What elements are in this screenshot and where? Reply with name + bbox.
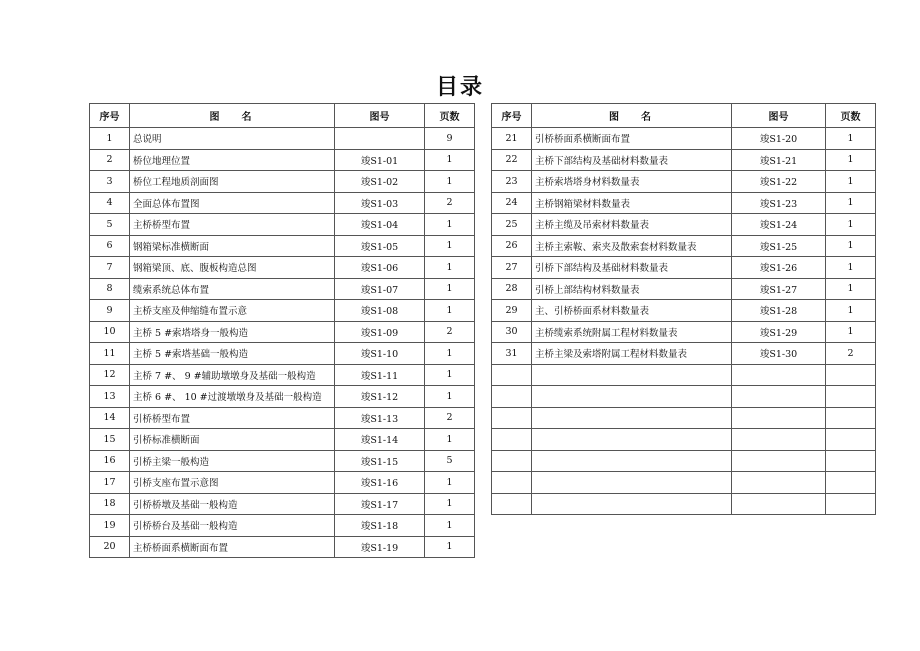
row-drawing-number: 竣S1-05 (335, 235, 425, 257)
table-row (90, 257, 475, 279)
row-drawing-number (732, 407, 826, 429)
row-drawing-number: 竣S1-12 (335, 386, 425, 408)
table-row (492, 235, 876, 257)
table-row (90, 278, 475, 300)
row-drawing-name: 引桥桥面系横断面布置 (532, 128, 732, 150)
row-page-count (826, 364, 876, 386)
row-drawing-name: 主、引桥桥面系材料数量表 (532, 300, 732, 322)
row-drawing-number (732, 450, 826, 472)
row-drawing-name: 主桥桥面系横断面布置 (130, 536, 335, 558)
row-drawing-number: 竣S1-08 (335, 300, 425, 322)
row-drawing-number: 竣S1-24 (732, 214, 826, 236)
row-page-count (826, 450, 876, 472)
row-number: 23 (492, 171, 532, 193)
table-row (492, 278, 876, 300)
table-row (90, 472, 475, 494)
row-drawing-number: 竣S1-14 (335, 429, 425, 451)
row-drawing-number: 竣S1-09 (335, 321, 425, 343)
row-drawing-name: 主桥 6 #、 10 #过渡墩墩身及基础一般构造 (130, 386, 335, 408)
header-drawing: 图号 (335, 104, 425, 128)
table-row (90, 235, 475, 257)
table-row (90, 128, 475, 150)
row-number: 29 (492, 300, 532, 322)
row-page-count (826, 493, 876, 515)
table-row (492, 214, 876, 236)
row-drawing-number: 竣S1-30 (732, 343, 826, 365)
row-drawing-number (732, 472, 826, 494)
row-page-count: 1 (425, 386, 475, 408)
row-drawing-name: 引桥下部结构及基础材料数量表 (532, 257, 732, 279)
row-page-count: 1 (826, 321, 876, 343)
row-number: 4 (90, 192, 130, 214)
row-drawing-number: 竣S1-01 (335, 149, 425, 171)
row-page-count: 1 (425, 214, 475, 236)
row-drawing-name: 主桥下部结构及基础材料数量表 (532, 149, 732, 171)
table-row (492, 343, 876, 365)
row-page-count (826, 472, 876, 494)
row-drawing-number (732, 364, 826, 386)
header-row (492, 104, 876, 128)
row-drawing-name: 主桥支座及伸缩缝布置示意 (130, 300, 335, 322)
row-page-count: 1 (425, 515, 475, 537)
row-drawing-name: 主桥主索鞍、索夹及散索套材料数量表 (532, 235, 732, 257)
row-drawing-number: 竣S1-02 (335, 171, 425, 193)
row-page-count: 1 (425, 235, 475, 257)
row-page-count: 1 (826, 171, 876, 193)
row-page-count: 1 (826, 214, 876, 236)
header-no: 序号 (90, 104, 130, 128)
table-row (492, 429, 876, 451)
row-number (492, 429, 532, 451)
row-drawing-name (532, 364, 732, 386)
row-page-count: 1 (826, 235, 876, 257)
table-row (492, 407, 876, 429)
header-name: 图名 (130, 104, 335, 128)
row-number (492, 386, 532, 408)
row-drawing-name: 引桥桥台及基础一般构造 (130, 515, 335, 537)
row-number: 9 (90, 300, 130, 322)
row-page-count: 2 (425, 192, 475, 214)
row-drawing-name: 主桥主缆及吊索材料数量表 (532, 214, 732, 236)
row-page-count: 1 (425, 536, 475, 558)
row-drawing-number: 竣S1-03 (335, 192, 425, 214)
row-page-count: 5 (425, 450, 475, 472)
table-row (90, 321, 475, 343)
row-number: 24 (492, 192, 532, 214)
row-drawing-name: 引桥支座布置示意图 (130, 472, 335, 494)
row-page-count: 1 (425, 257, 475, 279)
row-drawing-name (532, 386, 732, 408)
row-page-count: 1 (425, 278, 475, 300)
table-row (90, 343, 475, 365)
row-page-count (826, 429, 876, 451)
row-drawing-name (532, 407, 732, 429)
row-page-count: 2 (425, 321, 475, 343)
row-drawing-name: 引桥主梁一般构造 (130, 450, 335, 472)
row-drawing-name: 主桥 5 #索塔基础一般构造 (130, 343, 335, 365)
row-page-count: 1 (425, 364, 475, 386)
row-number: 3 (90, 171, 130, 193)
row-page-count: 1 (826, 149, 876, 171)
row-drawing-number: 竣S1-29 (732, 321, 826, 343)
row-drawing-name (532, 472, 732, 494)
row-number: 21 (492, 128, 532, 150)
table-row (492, 128, 876, 150)
row-page-count: 1 (425, 493, 475, 515)
table-row (492, 257, 876, 279)
row-number: 17 (90, 472, 130, 494)
row-drawing-number: 竣S1-20 (732, 128, 826, 150)
row-drawing-number: 竣S1-07 (335, 278, 425, 300)
row-page-count: 1 (826, 128, 876, 150)
row-number (492, 450, 532, 472)
row-drawing-name: 主桥主梁及索塔附属工程材料数量表 (532, 343, 732, 365)
row-drawing-name: 钢箱梁顶、底、腹板构造总图 (130, 257, 335, 279)
row-drawing-number: 竣S1-19 (335, 536, 425, 558)
table-row (90, 536, 475, 558)
table-row (90, 386, 475, 408)
row-drawing-name: 引桥上部结构材料数量表 (532, 278, 732, 300)
row-drawing-number: 竣S1-16 (335, 472, 425, 494)
row-number: 27 (492, 257, 532, 279)
row-drawing-name: 主桥缆索系统附属工程材料数量表 (532, 321, 732, 343)
row-drawing-number: 竣S1-25 (732, 235, 826, 257)
row-drawing-name (532, 429, 732, 451)
table-row (90, 171, 475, 193)
table-row (90, 300, 475, 322)
row-page-count: 1 (826, 278, 876, 300)
row-drawing-number: 竣S1-10 (335, 343, 425, 365)
row-page-count (826, 407, 876, 429)
row-drawing-number (732, 429, 826, 451)
row-page-count: 2 (425, 407, 475, 429)
row-drawing-name: 引桥桥型布置 (130, 407, 335, 429)
catalog-table-left (89, 103, 475, 558)
row-number: 13 (90, 386, 130, 408)
row-drawing-number: 竣S1-04 (335, 214, 425, 236)
table-row (90, 493, 475, 515)
row-number: 10 (90, 321, 130, 343)
row-drawing-number (335, 128, 425, 150)
table-row (90, 429, 475, 451)
row-page-count: 1 (425, 343, 475, 365)
table-row (90, 407, 475, 429)
row-page-count: 1 (425, 300, 475, 322)
row-page-count: 1 (425, 149, 475, 171)
row-drawing-number: 竣S1-27 (732, 278, 826, 300)
row-drawing-name: 引桥标准横断面 (130, 429, 335, 451)
row-drawing-number: 竣S1-28 (732, 300, 826, 322)
table-row (492, 493, 876, 515)
catalog-table-right (491, 103, 876, 515)
table-row (90, 214, 475, 236)
row-drawing-number: 竣S1-18 (335, 515, 425, 537)
row-number: 30 (492, 321, 532, 343)
row-number: 1 (90, 128, 130, 150)
row-number: 28 (492, 278, 532, 300)
row-number: 14 (90, 407, 130, 429)
row-number: 8 (90, 278, 130, 300)
table-row (492, 300, 876, 322)
table-row (492, 149, 876, 171)
row-drawing-name: 全面总体布置图 (130, 192, 335, 214)
table-row (492, 386, 876, 408)
row-drawing-number: 竣S1-13 (335, 407, 425, 429)
row-number (492, 493, 532, 515)
row-drawing-name: 引桥桥墩及基础一般构造 (130, 493, 335, 515)
row-number: 15 (90, 429, 130, 451)
row-number: 22 (492, 149, 532, 171)
header-drawing: 图号 (732, 104, 826, 128)
row-number: 31 (492, 343, 532, 365)
row-number: 20 (90, 536, 130, 558)
row-drawing-name: 主桥索塔塔身材料数量表 (532, 171, 732, 193)
row-page-count: 1 (425, 429, 475, 451)
header-pages: 页数 (826, 104, 876, 128)
row-drawing-name: 主桥钢箱梁材料数量表 (532, 192, 732, 214)
row-drawing-name: 主桥 5 #索塔塔身一般构造 (130, 321, 335, 343)
row-number: 26 (492, 235, 532, 257)
table-row (492, 364, 876, 386)
table-row (90, 192, 475, 214)
row-number: 16 (90, 450, 130, 472)
row-page-count: 2 (826, 343, 876, 365)
table-row (90, 364, 475, 386)
row-number: 5 (90, 214, 130, 236)
row-drawing-number: 竣S1-26 (732, 257, 826, 279)
row-number: 2 (90, 149, 130, 171)
row-number: 6 (90, 235, 130, 257)
row-page-count: 1 (826, 300, 876, 322)
row-number: 19 (90, 515, 130, 537)
row-page-count (826, 386, 876, 408)
row-drawing-name: 钢箱梁标准横断面 (130, 235, 335, 257)
row-drawing-number: 竣S1-23 (732, 192, 826, 214)
row-drawing-number: 竣S1-15 (335, 450, 425, 472)
row-drawing-number (732, 386, 826, 408)
row-number: 7 (90, 257, 130, 279)
table-row (492, 472, 876, 494)
header-row (90, 104, 475, 128)
table-row (90, 149, 475, 171)
row-drawing-number: 竣S1-21 (732, 149, 826, 171)
row-drawing-name: 总说明 (130, 128, 335, 150)
table-row (90, 515, 475, 537)
row-drawing-name: 桥位地理位置 (130, 149, 335, 171)
table-row (492, 450, 876, 472)
table-row (492, 321, 876, 343)
header-name: 图名 (532, 104, 732, 128)
table-row (90, 450, 475, 472)
row-drawing-name: 桥位工程地质剖面图 (130, 171, 335, 193)
row-drawing-number: 竣S1-17 (335, 493, 425, 515)
row-number (492, 472, 532, 494)
row-page-count: 9 (425, 128, 475, 150)
row-drawing-number: 竣S1-11 (335, 364, 425, 386)
table-row (492, 192, 876, 214)
header-no: 序号 (492, 104, 532, 128)
header-pages: 页数 (425, 104, 475, 128)
row-drawing-number: 竣S1-06 (335, 257, 425, 279)
row-page-count: 1 (826, 192, 876, 214)
row-drawing-name (532, 493, 732, 515)
page-title: 目录 (435, 75, 484, 100)
row-page-count: 1 (826, 257, 876, 279)
row-number (492, 364, 532, 386)
row-number: 12 (90, 364, 130, 386)
row-page-count: 1 (425, 472, 475, 494)
row-drawing-number (732, 493, 826, 515)
row-number: 25 (492, 214, 532, 236)
row-page-count: 1 (425, 171, 475, 193)
row-number (492, 407, 532, 429)
row-drawing-name: 缆索系统总体布置 (130, 278, 335, 300)
row-drawing-number: 竣S1-22 (732, 171, 826, 193)
row-number: 18 (90, 493, 130, 515)
row-number: 11 (90, 343, 130, 365)
row-drawing-name (532, 450, 732, 472)
row-drawing-name: 主桥桥型布置 (130, 214, 335, 236)
row-drawing-name: 主桥 7 #、 9 #辅助墩墩身及基础一般构造 (130, 364, 335, 386)
table-row (492, 171, 876, 193)
